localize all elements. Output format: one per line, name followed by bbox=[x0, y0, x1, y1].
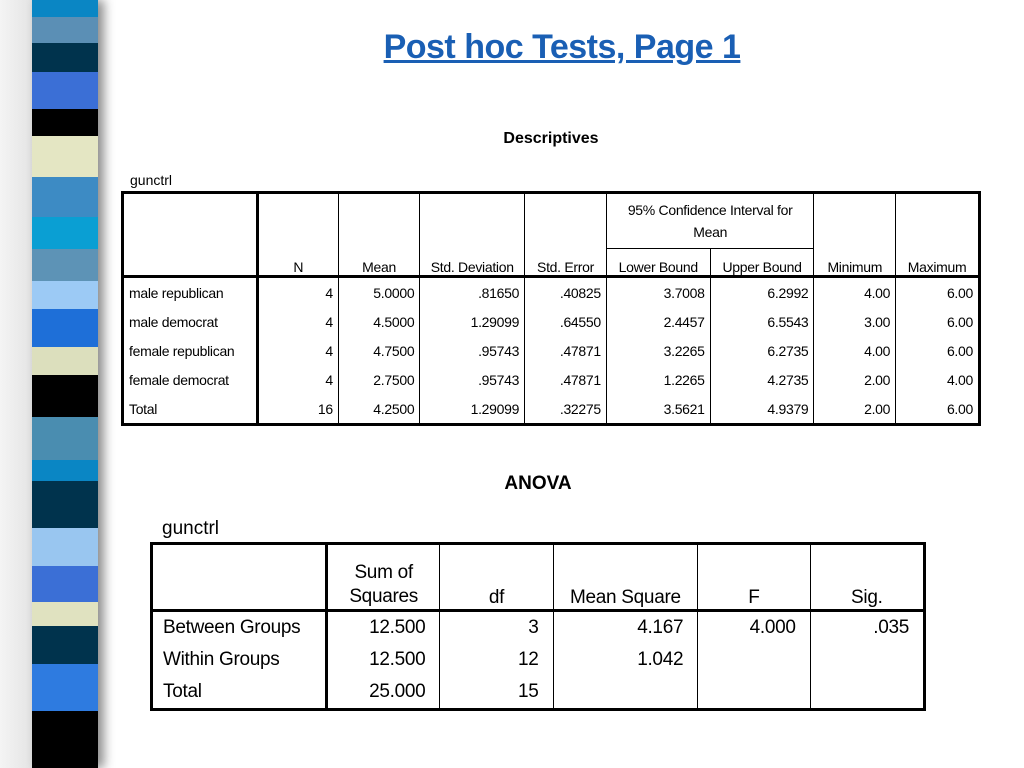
anova-header-f: F bbox=[698, 544, 810, 611]
desc-header-blank bbox=[123, 193, 258, 277]
anova-table-row bbox=[152, 611, 925, 645]
descriptives-table bbox=[121, 191, 981, 426]
desc-cell-min: 2.00 bbox=[814, 394, 896, 425]
anova-header-sum-of-squares bbox=[326, 544, 440, 611]
anova-variable-label: gunctrl bbox=[162, 518, 220, 539]
strip-segment bbox=[32, 281, 98, 309]
desc-cell-max: 4.00 bbox=[896, 365, 980, 394]
anova-cell-ms: 1.042 bbox=[553, 644, 698, 676]
anova-header-df: df bbox=[440, 544, 553, 611]
anova-header-ss-line2: Squares bbox=[349, 586, 418, 607]
anova-cell-f: 4.000 bbox=[698, 611, 810, 645]
desc-row-label: male democrat bbox=[123, 307, 258, 336]
desc-cell-se: .47871 bbox=[525, 365, 607, 394]
desc-cell-max: 6.00 bbox=[896, 277, 980, 308]
desc-cell-lower: 3.5621 bbox=[606, 394, 710, 425]
strip-segment bbox=[32, 664, 98, 711]
desc-cell-se: .64550 bbox=[525, 307, 607, 336]
desc-table-row bbox=[123, 336, 980, 365]
desc-cell-lower: 3.2265 bbox=[606, 336, 710, 365]
slide-title: Post hoc Tests, Page 1 bbox=[383, 28, 741, 66]
desc-table-row bbox=[123, 307, 980, 336]
desc-cell-upper: 6.2992 bbox=[710, 277, 814, 308]
anova-title: ANOVA bbox=[504, 473, 572, 494]
desc-cell-mean: 4.7500 bbox=[338, 336, 420, 365]
strip-segment bbox=[32, 528, 98, 566]
strip-segment bbox=[32, 460, 98, 481]
strip-segment bbox=[32, 177, 98, 217]
desc-cell-lower: 2.4457 bbox=[606, 307, 710, 336]
strip-segment bbox=[32, 109, 98, 135]
desc-cell-upper: 6.5543 bbox=[710, 307, 814, 336]
strip-segment bbox=[32, 0, 98, 17]
desc-table-row bbox=[123, 365, 980, 394]
desc-header-max: Maximum bbox=[896, 193, 980, 277]
anova-cell-ss: 25.000 bbox=[326, 676, 440, 710]
desc-header-std-dev: Std. Deviation bbox=[420, 193, 525, 277]
desc-row-label: Total bbox=[123, 394, 258, 425]
decorative-strip bbox=[32, 0, 98, 768]
strip-segment bbox=[32, 72, 98, 110]
anova-cell-df: 12 bbox=[440, 644, 553, 676]
strip-segment bbox=[32, 626, 98, 664]
desc-header-lower: Lower Bound bbox=[606, 249, 710, 277]
anova-cell-f bbox=[698, 644, 810, 676]
desc-header-min: Minimum bbox=[814, 193, 896, 277]
desc-cell-max: 6.00 bbox=[896, 394, 980, 425]
anova-table-row bbox=[152, 644, 925, 676]
desc-table-row bbox=[123, 394, 980, 425]
anova-cell-sig bbox=[810, 644, 924, 676]
desc-cell-lower: 1.2265 bbox=[606, 365, 710, 394]
desc-cell-mean: 2.7500 bbox=[338, 365, 420, 394]
strip-segment bbox=[32, 217, 98, 249]
anova-cell-sig: .035 bbox=[810, 611, 924, 645]
desc-cell-min: 4.00 bbox=[814, 336, 896, 365]
anova-cell-ss: 12.500 bbox=[326, 611, 440, 645]
strip-segment bbox=[32, 481, 98, 528]
anova-row-label: Total bbox=[152, 676, 327, 710]
desc-cell-sd: 1.29099 bbox=[420, 394, 525, 425]
strip-segment bbox=[32, 347, 98, 375]
desc-cell-se: .32275 bbox=[525, 394, 607, 425]
strip-segment bbox=[32, 309, 98, 347]
anova-row-label: Between Groups bbox=[152, 611, 327, 645]
descriptives-variable-label: gunctrl bbox=[130, 172, 173, 188]
strip-segment bbox=[32, 136, 98, 178]
desc-cell-mean: 5.0000 bbox=[338, 277, 420, 308]
strip-segment bbox=[32, 249, 98, 281]
desc-cell-se: .40825 bbox=[525, 277, 607, 308]
desc-header-mean: Mean bbox=[338, 193, 420, 277]
desc-header-n: N bbox=[257, 193, 338, 277]
anova-cell-sig bbox=[810, 676, 924, 710]
anova-cell-ms bbox=[553, 676, 698, 710]
anova-cell-df: 15 bbox=[440, 676, 553, 710]
anova-table bbox=[150, 542, 926, 711]
desc-cell-lower: 3.7008 bbox=[606, 277, 710, 308]
desc-cell-sd: .95743 bbox=[420, 336, 525, 365]
desc-cell-n: 4 bbox=[257, 365, 338, 394]
strip-segment bbox=[32, 375, 98, 417]
anova-cell-f bbox=[698, 676, 810, 710]
desc-cell-sd: .81650 bbox=[420, 277, 525, 308]
desc-row-label: female democrat bbox=[123, 365, 258, 394]
desc-cell-min: 3.00 bbox=[814, 307, 896, 336]
desc-row-label: male republican bbox=[123, 277, 258, 308]
anova-table-row bbox=[152, 676, 925, 710]
desc-cell-upper: 6.2735 bbox=[710, 336, 814, 365]
desc-cell-upper: 4.9379 bbox=[710, 394, 814, 425]
anova-header-ss-line1: Sum of bbox=[354, 562, 413, 583]
desc-header-ci: 95% Confidence Interval for Mean bbox=[606, 193, 814, 249]
anova-header-sig: Sig. bbox=[810, 544, 924, 611]
desc-cell-max: 6.00 bbox=[896, 336, 980, 365]
desc-row-label: female republican bbox=[123, 336, 258, 365]
desc-cell-n: 16 bbox=[257, 394, 338, 425]
desc-header-upper: Upper Bound bbox=[710, 249, 814, 277]
desc-table-row bbox=[123, 277, 980, 308]
anova-cell-ss: 12.500 bbox=[326, 644, 440, 676]
desc-cell-se: .47871 bbox=[525, 336, 607, 365]
desc-cell-mean: 4.5000 bbox=[338, 307, 420, 336]
desc-cell-mean: 4.2500 bbox=[338, 394, 420, 425]
anova-header-blank bbox=[152, 544, 327, 611]
desc-cell-sd: 1.29099 bbox=[420, 307, 525, 336]
desc-cell-n: 4 bbox=[257, 277, 338, 308]
desc-cell-max: 6.00 bbox=[896, 307, 980, 336]
strip-segment bbox=[32, 711, 98, 768]
anova-cell-df: 3 bbox=[440, 611, 553, 645]
desc-cell-min: 4.00 bbox=[814, 277, 896, 308]
anova-row-label: Within Groups bbox=[152, 644, 327, 676]
strip-segment bbox=[32, 417, 98, 460]
desc-cell-upper: 4.2735 bbox=[710, 365, 814, 394]
desc-header-std-err: Std. Error bbox=[525, 193, 607, 277]
anova-header-mean-square: Mean Square bbox=[553, 544, 698, 611]
strip-segment bbox=[32, 566, 98, 602]
desc-cell-min: 2.00 bbox=[814, 365, 896, 394]
desc-cell-n: 4 bbox=[257, 307, 338, 336]
desc-cell-sd: .95743 bbox=[420, 365, 525, 394]
descriptives-title: Descriptives bbox=[503, 130, 599, 147]
strip-segment bbox=[32, 602, 98, 627]
desc-cell-n: 4 bbox=[257, 336, 338, 365]
strip-shadow bbox=[0, 0, 32, 768]
anova-cell-ms: 4.167 bbox=[553, 611, 698, 645]
